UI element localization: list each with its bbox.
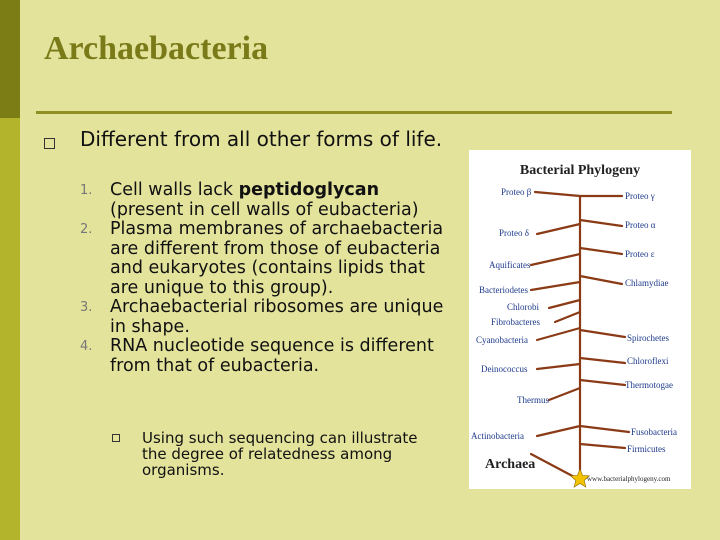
list-item-text: Archaebacterial ribosomes are unique in shape. [110, 297, 444, 337]
list-item-text-cont: (present in cell walls of eubacteria) [110, 199, 419, 220]
branch-fibrobacteres [555, 312, 580, 322]
slide-title: Archaebacteria [44, 30, 269, 67]
list-number: 3. [80, 300, 93, 315]
branch-aquificates [531, 254, 580, 265]
list-item [70, 181, 450, 220]
branch-proteo-alpha [580, 220, 622, 226]
branch-firmicutes [580, 444, 625, 448]
branch-actinobacteria [537, 426, 580, 436]
branch-thermotogae [580, 380, 625, 385]
sub-point: Using such sequencing can illustrate the degree of relatedness among organisms. [142, 429, 418, 479]
list-item [70, 220, 450, 298]
label-spirochetes: Spirochetes [627, 333, 669, 343]
label-archaea: Archaea [485, 457, 536, 472]
list-number: 2. [80, 222, 93, 237]
phylogeny-figure [469, 150, 691, 489]
bold-term: peptidoglycan [238, 180, 380, 200]
branch-chloroflexi [580, 358, 625, 363]
label-bacteriodetes: Bacteriodetes [479, 285, 528, 295]
branch-proteo-beta [535, 192, 580, 196]
list-item-text: RNA nucleotide sequence is different from that of eubacteria. [110, 336, 434, 376]
branch-proteo-delta [537, 224, 580, 234]
label-actinobacteria: Actinobacteria [471, 431, 524, 441]
label-cyanobacteria: Cyanobacteria [476, 335, 528, 345]
figure-url: www.bacterialphylogeny.com [587, 475, 671, 483]
branch-thermus [549, 388, 580, 400]
list-item [70, 337, 450, 376]
figure-title: Bacterial Phylogeny [519, 163, 641, 178]
branch-deinococcus [537, 364, 580, 369]
label-chlorobi: Chlorobi [507, 302, 540, 312]
branch-chlorobi [549, 300, 580, 308]
label-fusobacteria: Fusobacteria [631, 427, 677, 437]
square-bullet-icon [44, 138, 55, 149]
label-chlamydiae: Chlamydiae [625, 278, 669, 288]
branch-cyanobacteria [537, 328, 580, 340]
label-thermotogae: Thermotogae [625, 380, 673, 390]
list-item-text: Cell walls lack [110, 180, 239, 200]
label-proteo-delta: Proteo δ [499, 228, 529, 238]
accent-bar-dark [0, 0, 20, 118]
label-aquificates: Aquificates [489, 260, 531, 270]
title-divider [36, 111, 672, 114]
label-proteo-epsilon: Proteo ε [625, 249, 655, 259]
label-deinococcus: Deinococcus [481, 364, 528, 374]
list-item-text: Plasma membranes of archaebacteria are different from those of eubacteria and eukaryotes (contains lipids that are unique to this group). [110, 219, 444, 298]
list-number: 4. [80, 339, 93, 354]
label-proteo-alpha: Proteo α [625, 220, 656, 230]
branch-fusobacteria [580, 426, 629, 432]
main-point: Different from all other forms of life. [80, 127, 443, 151]
list-item [70, 298, 450, 337]
label-fibrobacteres: Fibrobacteres [491, 317, 540, 327]
branch-bacteriodetes [531, 282, 580, 290]
label-chloroflexi: Chloroflexi [627, 356, 669, 366]
branch-spirochetes [580, 330, 625, 337]
label-proteo-gamma: Proteo γ [625, 191, 655, 201]
numbered-list [70, 181, 450, 376]
branch-proteo-epsilon [580, 248, 622, 254]
branch-chlamydiae [580, 276, 622, 284]
label-proteo-beta: Proteo β [501, 187, 532, 197]
square-bullet-icon [112, 434, 120, 442]
label-thermus: Thermus [517, 395, 549, 405]
label-firmicutes: Firmicutes [627, 444, 666, 454]
list-number: 1. [80, 183, 93, 198]
